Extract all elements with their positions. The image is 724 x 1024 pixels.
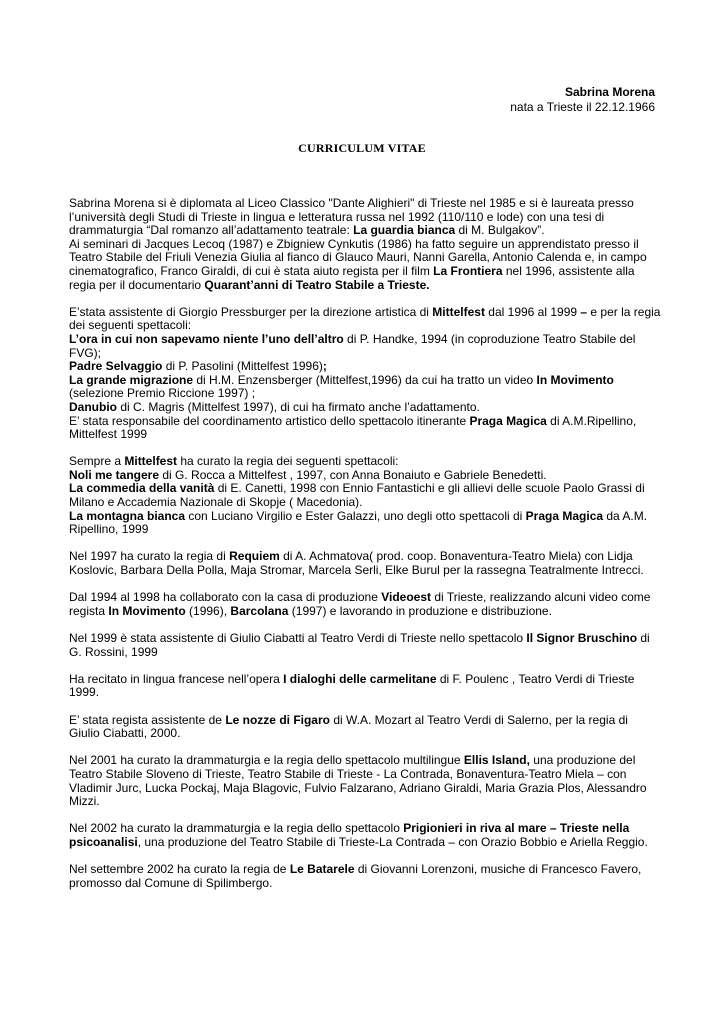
text-run: di C. Magris (Mittelfest 1997), di cui ha firmato anche l’adattamento.	[117, 399, 480, 414]
bold-text: La grande migrazione	[69, 372, 194, 387]
text-run: nel 1996, assistente alla regia per il documentario	[69, 263, 635, 292]
text-run: , una produzione del Teatro Stabile di Trieste-La Contrada – con Orazio Bobbio e Ariella Reggio.	[137, 834, 648, 849]
text-run: Nel settembre 2002 ha curato la regia de	[69, 862, 290, 877]
text-run: di P. Pasolini (Mittelfest 1996)	[162, 359, 323, 374]
text-run: (selezione Premio Riccione 1997) ;	[69, 386, 256, 401]
bold-text: Requiem	[229, 549, 280, 564]
bold-text: Le Batarele	[289, 862, 355, 877]
text-run: E’ stata regista assistente de	[69, 712, 226, 727]
bold-text: I dialoghi delle carmelitane	[283, 671, 437, 686]
birth-info: nata a Trieste il 22.12.1966	[510, 100, 655, 114]
bold-text: La commedia della vanità	[69, 481, 215, 496]
bold-text: In Movimento	[108, 603, 186, 618]
bold-text: Danubio	[69, 399, 117, 414]
bold-text: Mittelfest	[124, 454, 178, 469]
text-run: una produzione del Teatro Stabile Sloveno di Trieste, Teatro Stabile di Trieste - La Contrada, Bonaventura-Teatro Miela – con Vladimir Jurc, Lucka Pockaj, Maja Blagovic, Fulvio Falzarano, Adriano Giraldi, Maria Grazia Plos, Alessandro Mizzi.	[69, 753, 647, 809]
text-run: Sabrina Morena si è diplomata al Liceo Classico "Dante Alighieri" di Trieste nel 1985 e si è laureata presso l’università degli Studi di Trieste in lingua e letteratura russa nel 1992 (110/110 e lode) con una tesi di drammaturgia “Dal romanzo all’adattamento teatrale:	[69, 196, 634, 238]
bold-text: La montagna bianca	[69, 508, 186, 523]
text-run: di F. Poulenc , Teatro Verdi di Trieste 1999.	[69, 671, 635, 700]
text-run: Nel 1999 è stata assistente di Giulio Ciabatti al Teatro Verdi di Trieste nello spettacolo	[69, 631, 527, 645]
bold-text: ;	[322, 359, 327, 374]
text-run: dal 1996 al 1999	[484, 304, 581, 319]
cv-paragraph	[69, 673, 661, 700]
text-run: E’stata assistente di Giorgio Pressburger per la direzione artistica di	[69, 304, 433, 319]
text-run: di A.M.Ripellino, Mittelfest 1999	[69, 413, 637, 442]
bold-text: Padre Selvaggio	[69, 359, 163, 374]
document-title: CURRICULUM VITAE	[298, 141, 426, 155]
bold-text: In Movimento	[536, 372, 614, 387]
bold-text: Noli me tangere	[69, 467, 160, 482]
bold-text: Ellis Island,	[463, 753, 530, 768]
text-run: Nel 2002 ha curato la drammaturgia e la regia dello spettacolo	[69, 821, 404, 836]
bold-text: Praga Magica	[469, 413, 547, 428]
cv-body	[69, 197, 661, 904]
bold-text: Le nozze di Figaro	[225, 712, 330, 727]
bold-text: Mittelfest	[432, 304, 485, 319]
text-run: di Trieste, realizzando alcuni video come regista	[69, 590, 651, 618]
text-run: Ha recitato in lingua francese nell’opera	[69, 671, 284, 686]
text-run: di H.M. Enzensberger (Mittelfest,1996) da cui ha tratto un video	[193, 372, 537, 387]
author-name: Sabrina Morena	[564, 85, 655, 99]
text-run: (1996),	[185, 603, 231, 618]
text-run: di G. Rossini, 1999	[69, 631, 650, 659]
text-run: (1997) e lavorando in produzione e distribuzione.	[288, 603, 552, 618]
text-run: di E. Canetti, 1998 con Ennio Fantastichi e gli allievi delle scuole Paolo Grassi di Milano e Accademia Nazionale di Skopje ( Macedonia).	[69, 481, 645, 510]
bold-text: Prigionieri in riva al mare – Trieste nella psicoanalisi	[69, 821, 630, 849]
bold-text: Videoest	[381, 590, 432, 605]
cv-paragraph	[69, 822, 661, 849]
cv-paragraph	[69, 754, 661, 808]
bold-text: Il Signor Bruschino	[526, 631, 638, 645]
cv-paragraph	[69, 455, 661, 537]
text-run: da A.M. Ripellino, 1999	[69, 508, 648, 537]
bold-text: La guardia bianca	[353, 223, 456, 238]
text-run: Nel 1997 ha curato la regia di	[69, 549, 230, 564]
cv-paragraph	[69, 550, 661, 577]
text-run: Ai seminari di Jacques Lecoq (1987) e Zbigniew Cynkutis (1986) ha fatto seguire un apprendistato presso il Teatro Stabile del Friuli Venezia Giulia al fianco di Glauco Mauri, Nanni Garella, Antonio Calenda e, in campo cinematografico, Franco Giraldi, di cui è stata aiuto regista per il film	[69, 236, 647, 278]
text-run: di P. Handke, 1994 (in coproduzione Teatro Stabile del FVG);	[69, 331, 636, 360]
cv-paragraph	[69, 632, 661, 659]
cv-paragraph	[69, 197, 661, 292]
text-run: di A. Achmatova( prod. coop. Bonaventura-Teatro Miela) con Lidja Koslovic, Barbara Della Polla, Maja Stromar, Marcela Serli, Elke Burul per la rassegna Teatralmente Intrecci.	[69, 549, 644, 578]
cv-paragraph	[69, 591, 661, 618]
text-run: e per la regia dei seguenti spettacoli:	[69, 304, 661, 333]
text-run: ha curato la regia dei seguenti spettacoli:	[177, 454, 399, 469]
text-run: E’ stata responsabile del coordinamento artistico dello spettacolo itinerante	[69, 413, 470, 428]
text-run: Nel 2001 ha curato la drammaturgia e la regia dello spettacolo multilingue	[69, 753, 464, 768]
text-run: di W.A. Mozart al Teatro Verdi di Salerno, per la regia di Giulio Ciabatti, 2000.	[69, 712, 628, 741]
bold-text: –	[580, 304, 588, 319]
text-run: di Giovanni Lorenzoni, musiche di Francesco Favero, promosso dal Comune di Spilimbergo.	[69, 862, 642, 890]
text-run: Sempre a	[69, 454, 125, 469]
bold-text: L’ora in cui non sapevamo niente l’uno dell’altro	[69, 331, 344, 346]
bold-text: La Frontiera	[433, 263, 503, 278]
cv-paragraph	[69, 863, 661, 890]
cv-paragraph	[69, 306, 661, 442]
cv-paragraph	[69, 714, 661, 741]
text-run: con Luciano Virgilio e Ester Galazzi, uno degli otto spettacoli di	[185, 508, 526, 523]
cv-header	[510, 85, 655, 115]
bold-text: Praga Magica	[525, 508, 604, 523]
text-run: di G. Rocca a Mittelfest , 1997, con Anna Bonaiuto e Gabriele Benedetti.	[159, 467, 547, 482]
text-run: Dal 1994 al 1998 ha collaborato con la casa di produzione	[69, 590, 382, 605]
bold-text: Barcolana	[230, 603, 289, 618]
text-run: di M. Bulgakov”.	[455, 223, 545, 238]
bold-text: Quarant’anni di Teatro Stabile a Trieste.	[204, 277, 430, 292]
